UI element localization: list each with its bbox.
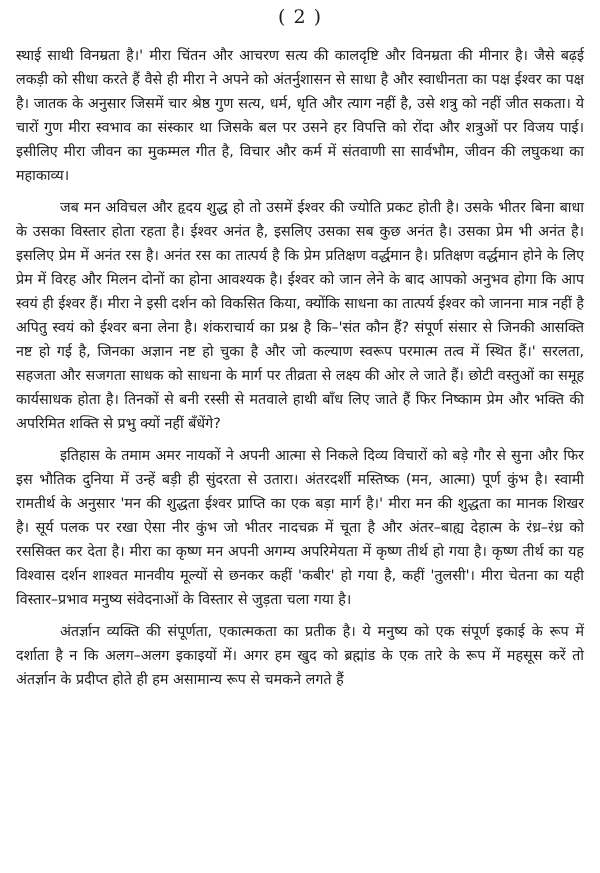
paragraph-3: इतिहास के तमाम अमर नायकों ने अपनी आत्मा से निकले दिव्य विचारों को बड़े गौर से सुना और फिर इस भौतिक दुनिया में उन्हें बड़ी ही सुंदरता से उतारा। अंतरदर्शी मस्तिष्क (मन, आत्मा) पूर्ण कुंभ है। स्वामी रामतीर्थ के अनुसार 'मन की शुद्धता ईश्वर प्राप्ति का एक बड़ा मार्ग है।' मीरा मन की शुद्धता का मानक शिखर है। सूर्य पलक पर रखा ऐसा नीर कुंभ जो भीतर नादचक्र में चूता है और अंतर–बाह्य देहात्म के रंध्र–रंध्र को रससिक्त कर देता है। मीरा का कृष्ण मन अपनी अगम्य अपरिमेयता में कृष्ण तीर्थ हो गया है। कृष्ण तीर्थ का यह विश्वास दर्शन शाश्वत मानवीय मूल्यों से छनकर कहीं 'कबीर' हो गया है, कहीं 'तुलसी'। मीरा चेतना का यही विस्तार–प्रभाव मनुष्य संवेदनाओं के विस्तार से जुड़ता चला गया है। (16, 448, 584, 608)
paragraph-2: जब मन अविचल और हृदय शुद्ध हो तो उसमें ईश्वर की ज्योति प्रकट होती है। उसके भीतर बिना बाधा के उसका विस्तार होता रहता है। ईश्वर अनंत है, इसलिए उसका सब कुछ अनंत है। उसका प्रेम भी अनंत है। इसलिए प्रेम में अनंत रस है। अनंत रस का तात्पर्य है कि प्रेम प्रतिक्षण वर्द्धमान है। प्रतिक्षण वर्द्धमान होने के लिए प्रेम में विरह और मिलन दोनों का होना आवश्यक है। ईश्वर को जान लेने के बाद आपको अनुभव होगा कि आप स्वयं ही ईश्वर हैं। मीरा ने इसी दर्शन को विकसित किया, क्योंकि साधना का तात्पर्य ईश्वर को जानना मात्र नहीं है अपितु स्वयं को ईश्वर बना लेना है। शंकराचार्य का प्रश्न है कि–'संत कौन हैं? संपूर्ण संसार से जिनकी आसक्ति नष्ट हो गई है, जिनका अज्ञान नष्ट हो चुका है और जो कल्याण स्वरूप परमात्म तत्व में स्थित हैं।' सरलता, सहजता और सजगता साधक को साधना के मार्ग पर तीव्रता से लक्ष्य की ओर ले जाते हैं। छोटी वस्तुओं का समूह कार्यसाधक होता है। तिनकों से बनी रस्सी से मतवाले हाथी बाँध लिए जाते हैं फिर निष्काम प्रेम और भक्ति की अपरिमित शक्ति से प्रभु क्यों नहीं बँधेंगे? (16, 200, 584, 432)
paragraph-4: अंतर्ज्ञान व्यक्ति की संपूर्णता, एकात्मकता का प्रतीक है। ये मनुष्य को एक संपूर्ण इकाई के रूप में दर्शाता है न कि अलग–अलग इकाइयों में। अगर हम खुद को ब्रह्मांड के एक तारे के रूप में महसूस करें तो अंतर्ज्ञान के प्रदीप्त होते ही हम असामान्य रूप से चमकने लगते हैं (16, 624, 584, 688)
page-number: ( 2 ) (278, 6, 322, 28)
paragraph-1: स्थाई साथी विनम्रता है।' मीरा चिंतन और आचरण सत्य की कालदृष्टि और विनम्रता की मीनार है। जैसे बढ़ई लकड़ी को सीधा करते हैं वैसे ही मीरा ने अपने को अंतर्नुशासन से साधा है और स्वाधीनता का पक्ष ईश्वर का पक्ष है। जातक के अनुसार जिसमें चार श्रेष्ठ गुण सत्य, धर्म, धृति और त्याग नहीं है, उसे शत्रु को नहीं जीत सकता। ये चारों गुण मीरा स्वभाव का संस्कार था जिसके बल पर उसने हर विपत्ति को रोंदा और शत्रुओं पर विजय पाई। इसीलिए मीरा जीवन का मुकम्मल गीत है, विचार और कर्म में संतवाणी सा सार्वभौम, जीवन की लघुकथा का महाकाव्य। (16, 48, 584, 184)
